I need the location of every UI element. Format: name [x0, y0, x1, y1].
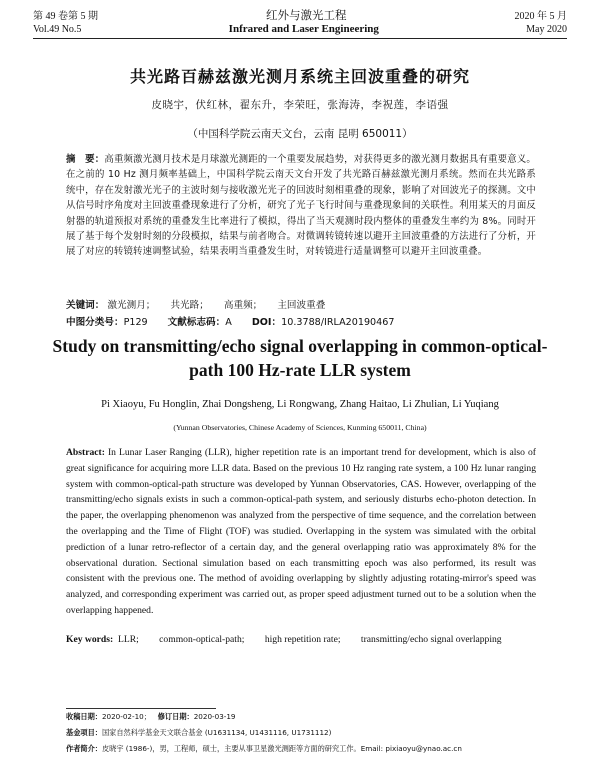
chinese-abstract: [66, 152, 536, 260]
english-abstract-text: In Lunar Laser Ranging (LLR), higher repetition rate is an important trend for development, which is also of great significance for acquiring more LLR data. Based on the previous 10 Hz ranging rate system, a 100 Hz lunar ranging system with common-optical-path structure was developed by Yunnan Observatories, CAS. However, overlapping of the transmitting/echo signals exists in such a common-optical-path system, and seriously disturbs echo-photon detection. In the paper, the overlapping phenomenon was analyzed from the perspective of time sequence, and the correlation between the overlapping and the Time of Flight (TOF) was studied. Overlapping in the system was simulated with the orbital prediction of a lunar retro-reflector of a certain day, and the general overlapping ratio was approximately 8% for the observational duration. Sectional simulation based on each transmitting epoch was also performed, its result was consistent with the previous one. The method of avoiding overlapping by slightly adjusting rotating-mirror's speed was analyzed, and corresponding experiment was carried out, as proper speed adjustment turned out to be a solution when the overlapping happened.: [66, 447, 536, 616]
english-keyword: high repetition rate;: [264, 634, 341, 645]
classification-line: [66, 314, 536, 328]
header-journal-cn: 红外与激光工程: [266, 10, 347, 22]
english-authors: Pi Xiaoyu, Fu Honglin, Zhai Dongsheng, Li Rongwang, Zhang Haitao, Li Zhulian, Li Yuqiang: [101, 399, 499, 410]
clc-number: 中图分类号：P129: [66, 317, 148, 328]
header-date-cn: 2020 年 5 月: [514, 11, 567, 22]
english-abstract: [66, 445, 536, 619]
header-journal-en: Infrared and Laser Engineering: [228, 23, 379, 35]
header-volume-cn: 第 49 卷第 5 期: [33, 11, 98, 22]
chinese-abstract-label: 摘 要：: [66, 154, 105, 165]
footnote-rule: [66, 708, 216, 709]
header-rule: [33, 38, 567, 39]
document-code: 文献标志码：A: [167, 317, 232, 328]
english-abstract-label: Abstract:: [66, 447, 105, 458]
footnote-fund: 基金项目：国家自然科学基金天文联合基金 (U1631134, U1431116, U1731112): [66, 728, 332, 737]
chinese-keyword: 主回波重叠: [277, 300, 326, 311]
chinese-keywords-label: 关键词：: [66, 300, 105, 311]
header-date-en: May 2020: [526, 24, 567, 35]
english-title: Study on transmitting/echo signal overlapping in common-optical-path 100 Hz-rate LLR system: [52, 336, 548, 380]
english-keywords: [66, 634, 536, 645]
doi: DOI：10.3788/IRLA20190467: [251, 317, 395, 328]
english-keyword: LLR;: [117, 634, 139, 645]
chinese-keyword: 共光路；: [170, 300, 209, 311]
english-keyword: common-optical-path;: [159, 634, 245, 645]
english-keyword: transmitting/echo signal overlapping: [360, 634, 502, 645]
footnote-author: 作者简介：皮晓宇 (1986-)，男，工程师，硕士，主要从事卫星激光测距等方面的研究工作。Email: pixiaoyu@ynao.ac.cn: [66, 744, 462, 753]
chinese-abstract-text: 高重频激光测月技术是月球激光测距的一个重要发展趋势，对获得更多的激光测月数据具有重要意义。在之前的 10 Hz 测月频率基础上，中国科学院云南天文台开发了共光路百赫兹激光测月系统。然而在共光路系统中，存在发射激光光子的主波时刻与接收激光光子的回波时刻相重叠的现象，影响了对回波光子的探测。文中从信号时序角度对主回波重叠现象进行了分析，研究了光子飞行时间与重叠现象间的关联性。利用某天的月面反射器的轨道预报对系统的重叠发生比率进行了模拟，得出了当天观测时段内整体的重叠发生率约为 8%。同时开展了基于每个发射时刻的分段模拟，结果与前者吻合。对微调转镜转速以避开主回波重叠的方法进行了分析，开展了对应的转镜转速调整试验，结果表明当重叠发生时，对转镜进行适量调整可以避开主回波重叠。: [66, 154, 536, 258]
english-affiliation: (Yunnan Observatories, Chinese Academy of Sciences, Kunming 650011, China): [173, 423, 427, 432]
chinese-keyword: 激光测月；: [107, 300, 156, 311]
chinese-affiliation: （中国科学院云南天文台，云南 昆明 650011）: [187, 128, 413, 140]
header-row-en: [33, 23, 567, 36]
header-row-cn: [33, 10, 567, 23]
running-header: [33, 10, 567, 40]
chinese-keyword: 高重频；: [223, 300, 263, 311]
chinese-title: 共光路百赫兹激光测月系统主回波重叠的研究: [129, 67, 470, 86]
header-volume-en: Vol.49 No.5: [33, 24, 82, 35]
english-keywords-label: Key words:: [66, 634, 114, 645]
chinese-keywords: [66, 297, 536, 311]
chinese-authors: 皮晓宇，伏红林，翟东升，李荣旺，张海涛，李祝莲，李语强: [151, 99, 449, 111]
footnote-dates: 收稿日期：2020-02-10； 修订日期：2020-03-19: [66, 712, 236, 721]
